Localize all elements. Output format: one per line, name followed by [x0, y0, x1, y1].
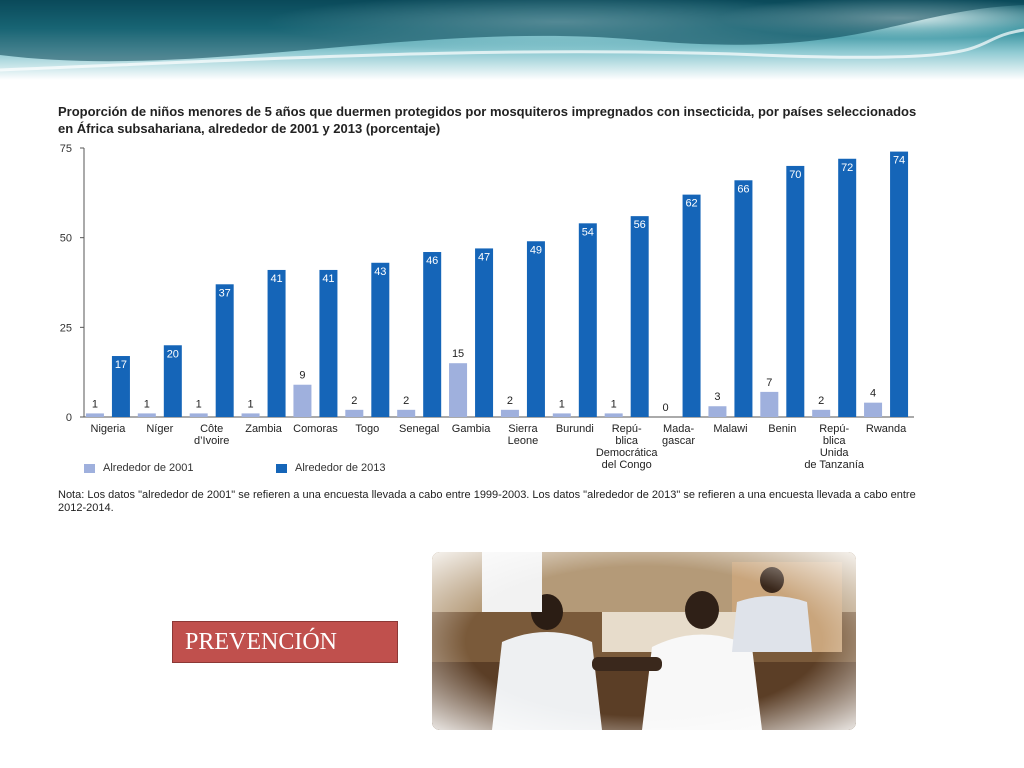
bar-2013 [268, 270, 286, 417]
x-tick-label: Burundi [555, 423, 594, 435]
x-tick-label: Níger [146, 423, 174, 435]
data-label-2001: 4 [870, 387, 877, 400]
chart-title: Proporción de niños menores de 5 años que duermen protegidos por mosquiteros impregnados con insecticida, por países seleccionados en África subsahariana, alrededor de 2001 y 2013 (porcentaje) [58, 104, 917, 136]
x-tick-label: Gambia [451, 423, 491, 435]
x-tick-label: Zambia [245, 423, 282, 435]
bar-2013 [527, 241, 545, 417]
x-tick-label: Repú- [819, 423, 850, 435]
y-tick-label: 50 [59, 232, 72, 245]
bar-2013 [734, 180, 752, 417]
data-label-2013: 43 [374, 265, 387, 278]
data-label-2013: 41 [322, 272, 335, 285]
x-tick-label: Senegal [399, 423, 440, 435]
x-tick-label: Mada- [662, 423, 695, 435]
bar-2001 [708, 406, 726, 417]
bar-2013 [319, 270, 337, 417]
x-tick-label: Sierra [508, 423, 538, 435]
bar-2013 [838, 159, 856, 417]
clinic-photo [432, 552, 856, 730]
data-label-2013: 46 [426, 255, 439, 268]
legend-swatch-2013 [276, 464, 287, 473]
bar-2001 [449, 363, 467, 417]
bar-2001 [605, 413, 623, 417]
x-tick-label: Democrática [595, 447, 658, 459]
y-tick-label: 75 [59, 143, 72, 155]
x-tick-label: Unida [819, 447, 849, 459]
bar-2001 [86, 413, 104, 417]
legend-item-2013 [276, 462, 386, 474]
data-label-2001: 2 [506, 394, 513, 407]
bar-2013 [683, 195, 701, 417]
legend-label-2001: Alrededor de 2001 [103, 462, 194, 474]
bar-2001 [293, 385, 311, 417]
x-tick-label: Côte [200, 423, 224, 435]
legend-swatch-2001 [84, 464, 95, 473]
data-label-2001: 1 [610, 398, 617, 411]
x-tick-label: Togo [355, 423, 380, 435]
data-label-2013: 20 [166, 348, 179, 361]
data-label-2013: 47 [477, 251, 491, 264]
data-label-2013: 56 [633, 219, 646, 232]
bar-2013 [423, 252, 441, 417]
data-label-2001: 9 [299, 369, 306, 382]
y-tick-label: 25 [59, 322, 72, 335]
data-label-2013: 41 [270, 272, 283, 285]
bar-2013 [786, 166, 804, 417]
bar-2013 [579, 223, 597, 417]
prevencion-label-box: PREVENCIÓN [172, 621, 398, 663]
data-label-2001: 2 [818, 394, 825, 407]
bar-2013 [475, 248, 493, 417]
x-tick-label: d’Ivoire [193, 435, 230, 447]
x-tick-label: Nigeria [90, 423, 126, 435]
data-label-2001: 15 [451, 348, 465, 361]
data-label-2013: 66 [737, 183, 750, 196]
data-label-2013: 17 [114, 359, 128, 372]
bar-2013 [371, 263, 389, 417]
x-tick-label: Rwanda [865, 423, 907, 435]
bar-2013 [631, 216, 649, 417]
bar-2001 [501, 410, 519, 417]
x-tick-label: blica [615, 435, 638, 447]
x-tick-label: blica [822, 435, 846, 447]
bar-2001 [553, 413, 571, 417]
data-label-2001: 1 [195, 398, 202, 411]
bar-2013 [216, 284, 234, 417]
data-label-2001: 1 [143, 398, 150, 411]
data-label-2013: 72 [841, 161, 854, 174]
x-tick-label: del Congo [601, 459, 652, 471]
bar-2001 [812, 410, 830, 417]
data-label-2001: 1 [558, 398, 565, 411]
data-label-2001: 2 [403, 394, 410, 407]
y-tick-label: 0 [65, 412, 72, 424]
x-tick-label: Malawi [713, 423, 748, 435]
bar-2001 [864, 403, 882, 417]
data-label-2001: 1 [91, 398, 98, 411]
bar-2013 [890, 152, 908, 417]
data-label-2001: 2 [351, 394, 358, 407]
data-label-2001: 1 [247, 398, 254, 411]
x-tick-label: Repú- [611, 423, 642, 435]
data-label-2013: 54 [581, 226, 594, 239]
bar-2001 [760, 392, 778, 417]
x-tick-label: Benin [768, 423, 797, 435]
legend-item-2001 [84, 462, 194, 474]
x-tick-label: Leone [507, 435, 539, 447]
data-label-2013: 37 [218, 287, 231, 300]
data-label-2001: 3 [714, 391, 721, 404]
legend-label-2013: Alrededor de 2013 [295, 462, 386, 474]
bar-2001 [397, 410, 415, 417]
x-tick-label: Comoras [293, 423, 338, 435]
bar-2001 [190, 413, 208, 417]
data-label-2013: 49 [529, 244, 543, 257]
chart-note: Nota: Los datos "alrededor de 2001" se refieren a una encuesta llevada a cabo entre 1999-2003. Los datos "alrededor de 2013" se refieren a una encuesta llevada a cabo entre 2012-2014. [58, 489, 916, 514]
clinic-photo-illustration [432, 552, 856, 730]
bar-2001 [242, 413, 260, 417]
data-label-2001: 0 [662, 402, 669, 414]
data-label-2013: 74 [892, 154, 906, 167]
data-label-2013: 70 [789, 168, 802, 181]
bar-2001 [345, 410, 363, 417]
data-label-2001: 7 [766, 376, 773, 389]
data-label-2013: 62 [685, 197, 698, 210]
bar-2001 [138, 413, 156, 417]
x-tick-label: de Tanzanía [804, 459, 865, 471]
x-tick-label: gascar [662, 435, 696, 447]
